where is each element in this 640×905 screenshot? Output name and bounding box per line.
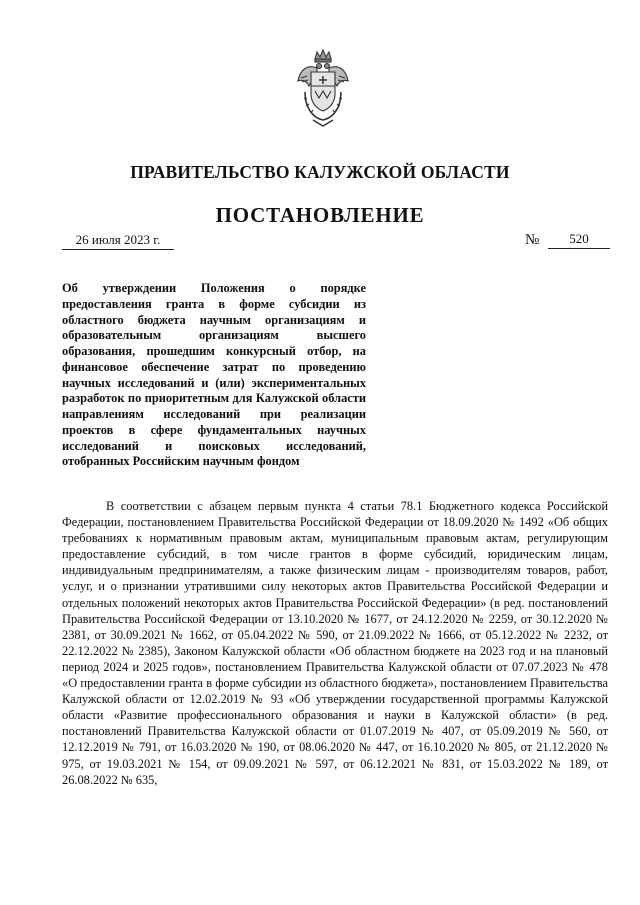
organization-name: ПРАВИТЕЛЬСТВО КАЛУЖСКОЙ ОБЛАСТИ (130, 162, 510, 182)
document-type: ПОСТАНОВЛЕНИЕ (215, 203, 425, 227)
body-paragraph: В соответствии с абзацем первым пункта 4 статьи 78.1 Бюджетного кодекса Российской Федерации, постановлением Правительства Российской Федерации от 18.09.2020 № 1492 «Об общих требованиях к нормативным правовым актам, муниципальным правовым актам, регулирующим предоставление субсидий, в том числе грантов в форме субсидий, юридическим лицам, индивидуальным предпринимателям, а также физическим лицам - производителям товаров, работ, услуг, и о признании утратившими силу некоторых актов Правительства Российской Федерации и отдельных положений некоторых актов Правительства Российской Федерации» (в ред. постановлений Правительства Российской Федерации от 13.10.2020 № 1677, от 24.12.2020 № 2259, от 30.12.2020 № 2381, от 30.09.2021 № 1662, от 05.04.2022 № 590, от 21.09.2022 № 1666, от 05.12.2022 № 2232, от 22.12.2022 № 2385), Законом Калужской области «Об областном бюджете на 2023 год и на плановый период 2024 и 2025 годов», постановлением Правительства Калужской области от 07.07.2023 № 478 «О предоставлении гранта в форме субсидии из областного бюджета», постановлением Правительства Калужской области от 12.02.2019 № 93 «Об утверждении государственной программы Калужской области «Развитие профессионального образования и науки в Калужской области» (в ред. постановлений Правительства Калужской области от 01.07.2019 № 407, от 05.09.2019 № 560, от 12.12.2019 № 791, от 16.03.2020 № 190, от 08.06.2020 № 447, от 16.10.2020 № 805, от 21.12.2020 № 975, от 19.03.2021 № 154, от 09.09.2021 № 597, от 06.12.2021 № 831, от 15.03.2022 № 189, от 26.08.2022 № 635, (62, 499, 608, 787)
coat-of-arms-icon (295, 48, 351, 130)
document-date: 26 июля 2023 г. (62, 232, 174, 250)
document-subject: Об утверждении Положения о порядке предоставления гранта в форме субсидии из областного бюджета научным организациям и образовательным организациям высшего образования, прошедшим конкурсный отбор, на финансовое обеспечение затрат по проведению научных исследований и (или) экспериментальных разработок по приоритетным для Калужской области направлениям исследований при реализации проектов в сфере фундаментальных научных исследований и поисковых исследований, отобранных Российским научным фондом (62, 281, 366, 469)
document-number: 520 (548, 231, 610, 249)
number-label: № (525, 232, 540, 248)
document-body (62, 498, 608, 788)
